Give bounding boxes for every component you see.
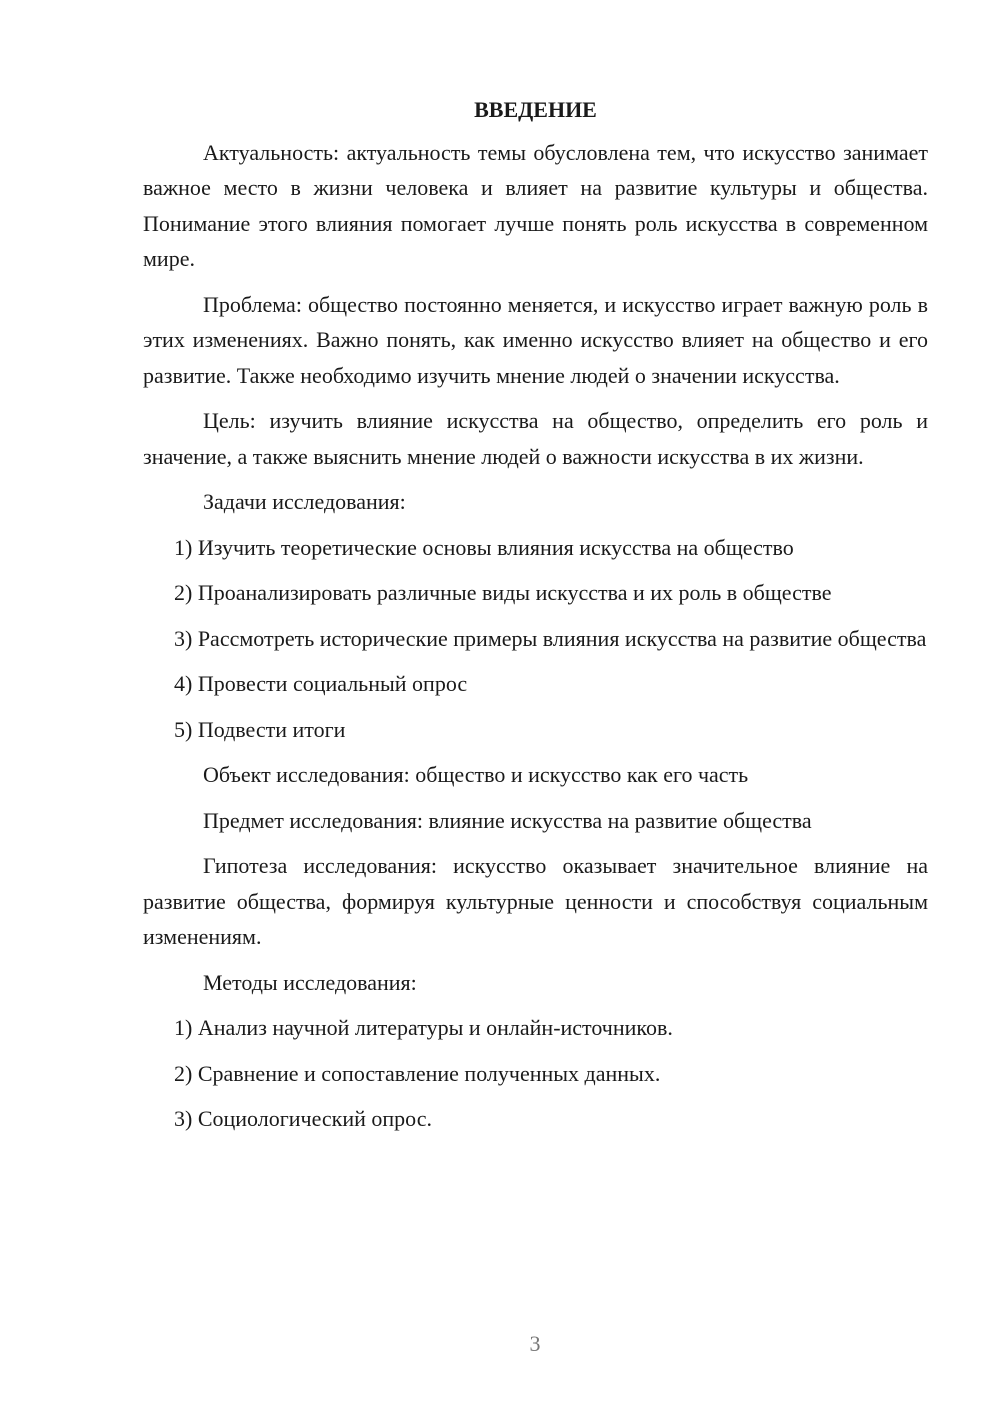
page-number: 3 <box>529 1331 541 1356</box>
relevance-paragraph: Актуальность: актуальность темы обусловлена тем, что искусство занимает важное место в жизни человека и влияет на развитие культуры и общества. Понимание этого влияния помогает лучше понять роль искусства в современном мире. <box>143 139 928 271</box>
research-subject: Предмет исследования: влияние искусства на развитие общества <box>203 807 812 833</box>
task-item-5: 5) Подвести итоги <box>174 716 346 742</box>
research-object: Объект исследования: общество и искусство как его часть <box>203 762 749 787</box>
hypothesis-paragraph: Гипотеза исследования: искусство оказывает значительное влияние на развитие общества, формируя культурные ценности и способствуя социальным изменениям. <box>143 853 928 949</box>
method-item-2: 2) Сравнение и сопоставление полученных данных. <box>174 1060 661 1086</box>
task-item-2: 2) Проанализировать различные виды искусства и их роль в обществе <box>174 580 832 605</box>
tasks-heading: Задачи исследования: <box>203 489 406 514</box>
method-item-3: 3) Социологический опрос. <box>174 1106 432 1131</box>
section-title: ВВЕДЕНИЕ <box>474 97 597 122</box>
task-item-1: 1) Изучить теоретические основы влияния искусства на общество <box>174 534 794 560</box>
problem-paragraph: Проблема: общество постоянно меняется, и искусство играет важную роль в этих изменениях. Важно понять, как именно искусство влияет на общество и его развитие. Также необходимо изучить мнение людей о значении искусства. <box>143 291 928 388</box>
page-content <box>143 92 928 1147</box>
task-item-4: 4) Провести социальный опрос <box>174 671 468 696</box>
methods-heading: Методы исследования: <box>203 969 417 995</box>
goal-paragraph: Цель: изучить влияние искусства на общество, определить его роль и значение, а также выяснить мнение людей о важности искусства в их жизни. <box>143 408 928 469</box>
task-item-3: 3) Рассмотреть исторические примеры влияния искусства на развитие общества <box>174 625 927 651</box>
method-item-1: 1) Анализ научной литературы и онлайн-источников. <box>174 1015 673 1040</box>
